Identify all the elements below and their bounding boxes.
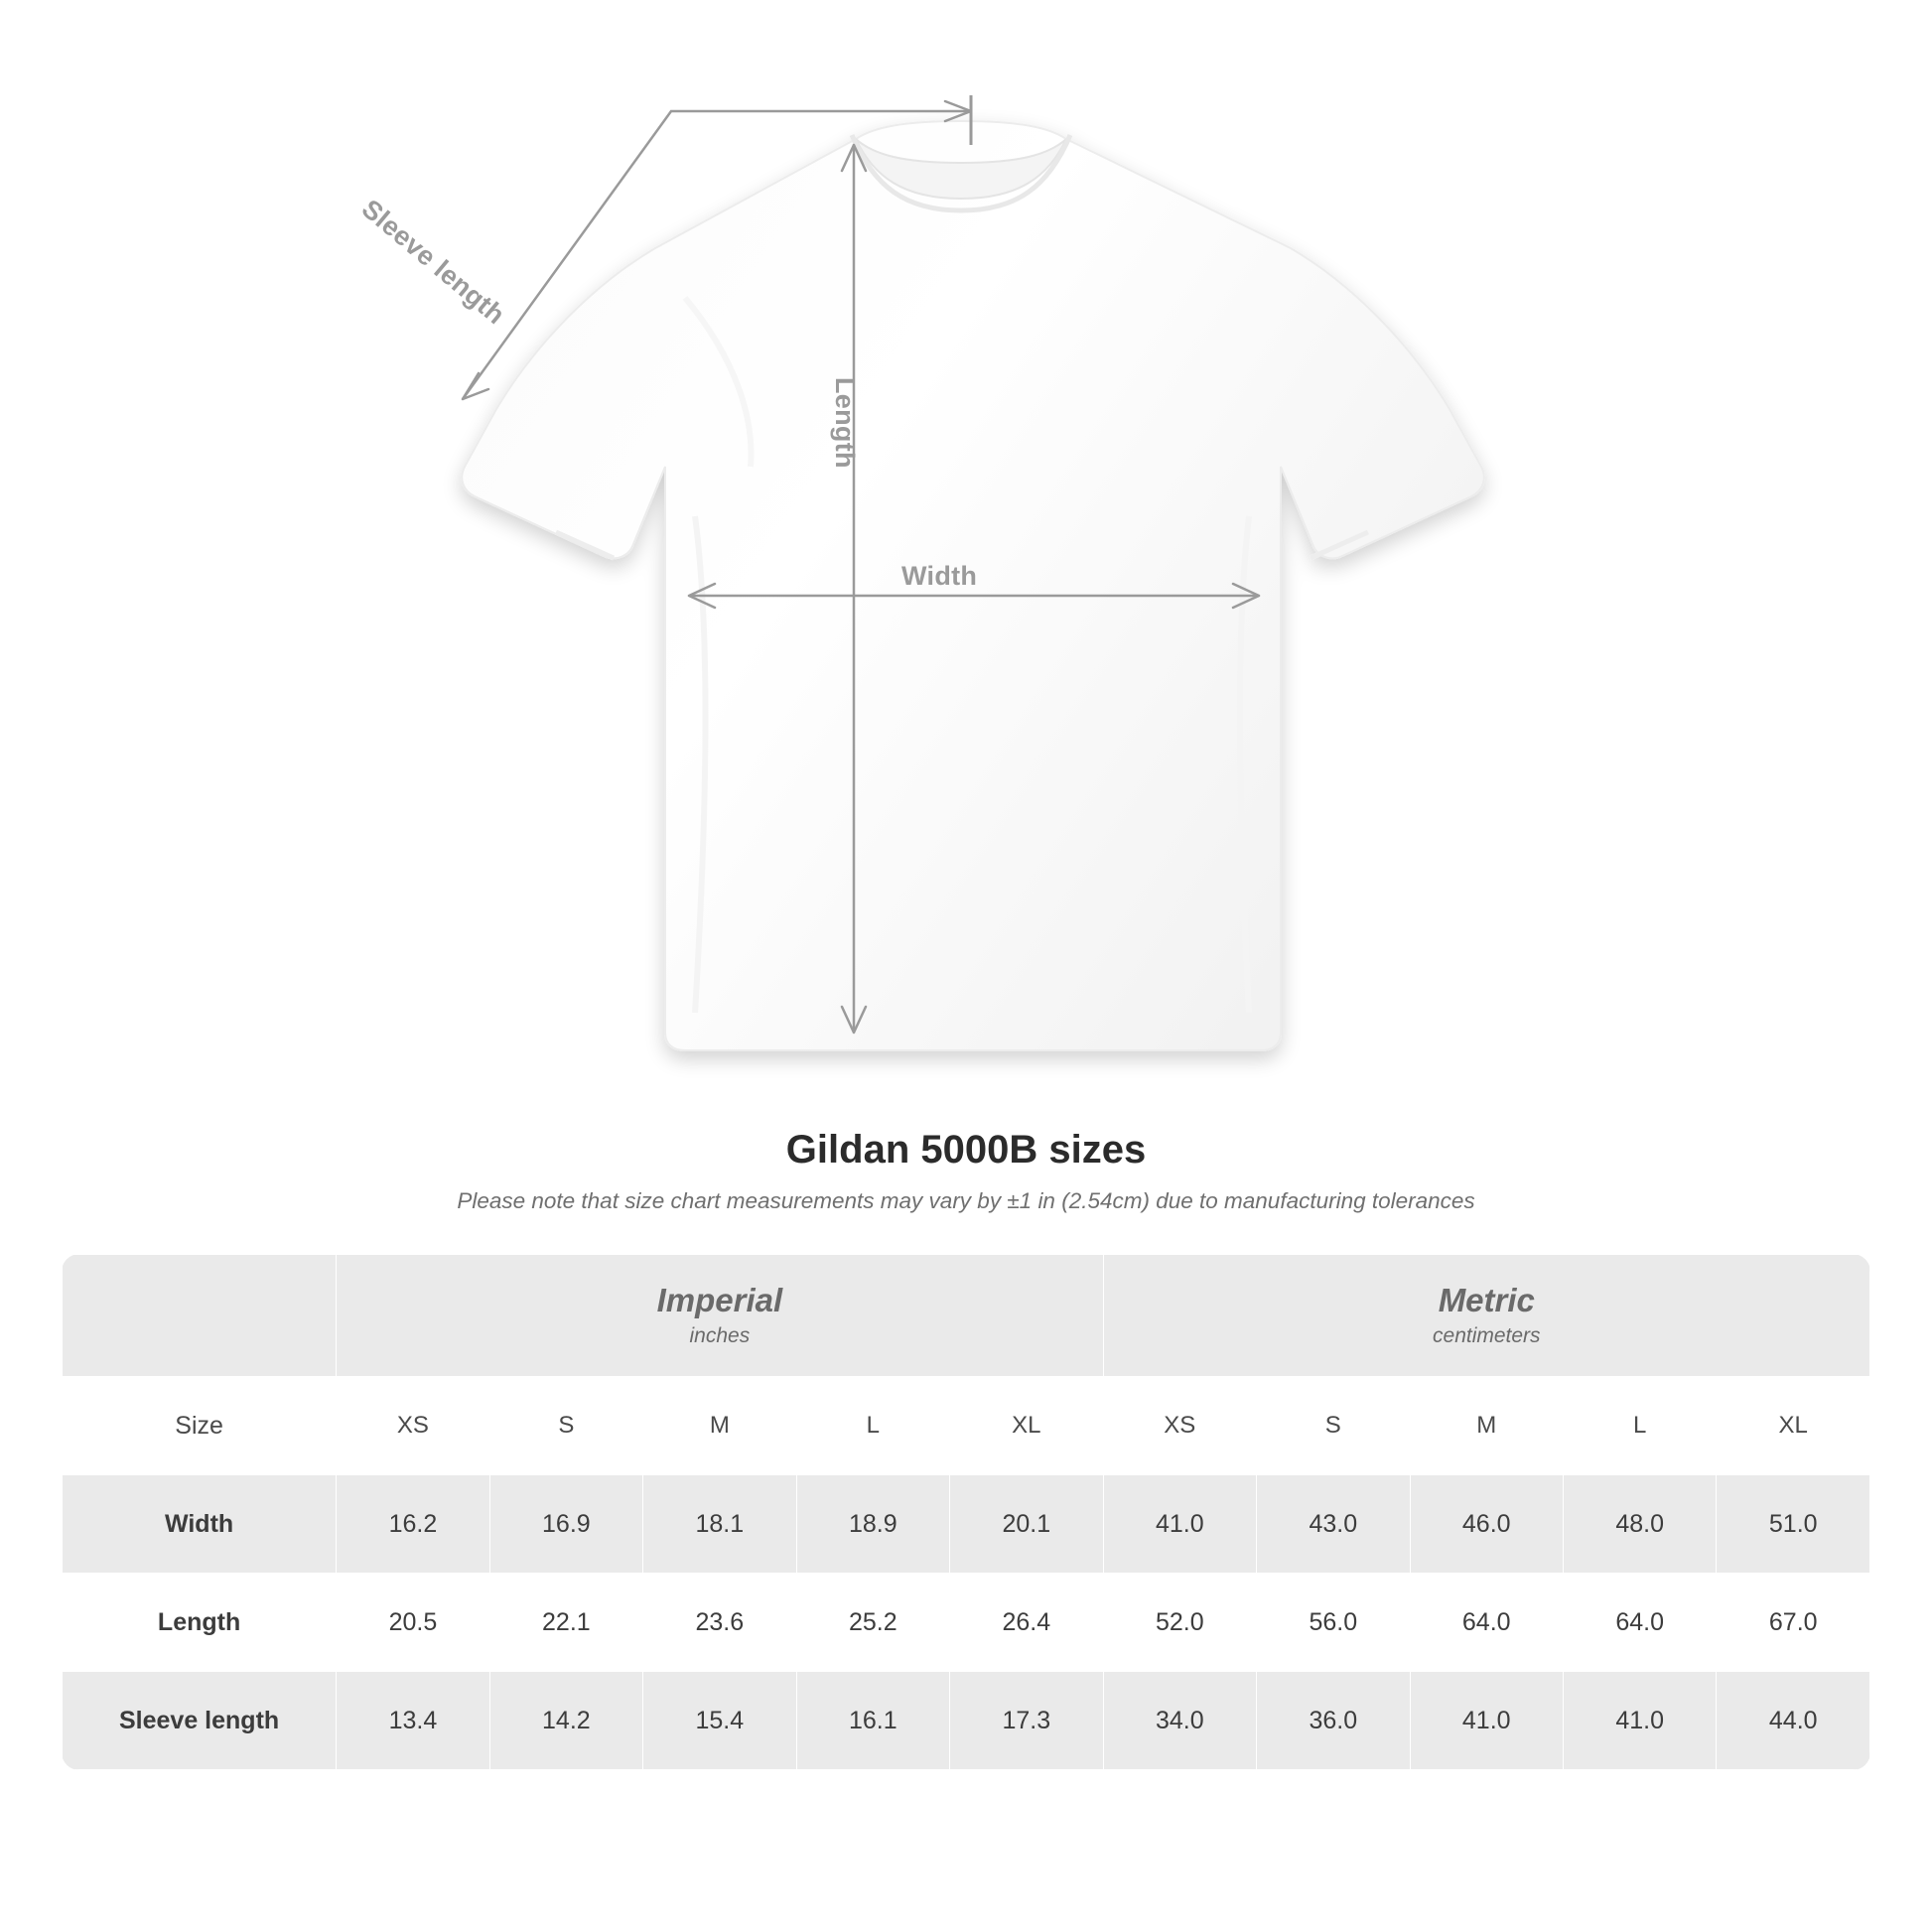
cell-length-metric-s: 56.0 xyxy=(1257,1574,1410,1672)
cell-length-imperial-s: 22.1 xyxy=(489,1574,642,1672)
table-row xyxy=(63,1574,1870,1672)
cell-width-imperial-l: 18.9 xyxy=(796,1475,949,1574)
cell-sleeve-imperial-xl: 17.3 xyxy=(950,1672,1104,1770)
sleeve-length-label: Sleeve length xyxy=(355,194,511,331)
cell-length-imperial-m: 23.6 xyxy=(643,1574,796,1672)
cell-sleeve-imperial-m: 15.4 xyxy=(643,1672,796,1770)
header-imperial-xs: XS xyxy=(337,1377,489,1475)
row-label-width: Width xyxy=(63,1475,337,1574)
table-row xyxy=(63,1672,1870,1770)
cell-width-metric-xs: 41.0 xyxy=(1103,1475,1256,1574)
metric-title: Metric xyxy=(1438,1281,1535,1318)
cell-width-imperial-s: 16.9 xyxy=(489,1475,642,1574)
imperial-unit: inches xyxy=(689,1324,751,1348)
row-label-length: Length xyxy=(63,1574,337,1672)
header-metric-xl: XL xyxy=(1717,1377,1870,1475)
header-imperial-l: L xyxy=(796,1377,949,1475)
header-metric-l: L xyxy=(1563,1377,1716,1475)
cell-length-metric-xl: 67.0 xyxy=(1717,1574,1870,1672)
cell-sleeve-imperial-s: 14.2 xyxy=(489,1672,642,1770)
page-title: Gildan 5000B sizes xyxy=(785,1128,1147,1172)
cell-sleeve-imperial-xs: 13.4 xyxy=(337,1672,489,1770)
tolerance-note: Please note that size chart measurements may vary by ±1 in (2.54cm) due to manufacturing tolerances xyxy=(457,1188,1475,1213)
cell-sleeve-metric-s: 36.0 xyxy=(1257,1672,1410,1770)
cell-sleeve-metric-xs: 34.0 xyxy=(1103,1672,1256,1770)
length-label: Length xyxy=(830,377,860,469)
width-label: Width xyxy=(901,561,978,591)
unit-header-row xyxy=(63,1255,1870,1377)
header-metric-m: M xyxy=(1410,1377,1563,1475)
header-metric-s: S xyxy=(1257,1377,1410,1475)
size-table xyxy=(62,1254,1870,1770)
cell-sleeve-metric-l: 41.0 xyxy=(1563,1672,1716,1770)
header-metric-xs: XS xyxy=(1103,1377,1256,1475)
header-size: Size xyxy=(63,1377,337,1475)
cell-width-metric-s: 43.0 xyxy=(1257,1475,1410,1574)
column-header-row xyxy=(63,1377,1870,1475)
unit-header-spacer xyxy=(63,1255,337,1377)
imperial-title: Imperial xyxy=(656,1281,783,1318)
header-imperial-m: M xyxy=(643,1377,796,1475)
cell-width-imperial-xs: 16.2 xyxy=(337,1475,489,1574)
title-block xyxy=(0,1128,1932,1214)
imperial-group-header xyxy=(337,1255,1103,1377)
cell-sleeve-imperial-l: 16.1 xyxy=(796,1672,949,1770)
cell-width-imperial-m: 18.1 xyxy=(643,1475,796,1574)
header-imperial-s: S xyxy=(489,1377,642,1475)
header-imperial-xl: XL xyxy=(950,1377,1104,1475)
size-table-container xyxy=(62,1254,1870,1770)
cell-width-metric-m: 46.0 xyxy=(1410,1475,1563,1574)
table-row xyxy=(63,1475,1870,1574)
cell-length-imperial-xl: 26.4 xyxy=(950,1574,1104,1672)
cell-width-metric-xl: 51.0 xyxy=(1717,1475,1870,1574)
cell-sleeve-metric-m: 41.0 xyxy=(1410,1672,1563,1770)
metric-unit: centimeters xyxy=(1433,1324,1541,1348)
cell-length-metric-l: 64.0 xyxy=(1563,1574,1716,1672)
cell-length-imperial-l: 25.2 xyxy=(796,1574,949,1672)
cell-width-metric-l: 48.0 xyxy=(1563,1475,1716,1574)
cell-length-imperial-xs: 20.5 xyxy=(337,1574,489,1672)
metric-group-header xyxy=(1103,1255,1869,1377)
cell-length-metric-m: 64.0 xyxy=(1410,1574,1563,1672)
cell-width-imperial-xl: 20.1 xyxy=(950,1475,1104,1574)
cell-length-metric-xs: 52.0 xyxy=(1103,1574,1256,1672)
row-label-sleeve-length: Sleeve length xyxy=(63,1672,337,1770)
cell-sleeve-metric-xl: 44.0 xyxy=(1717,1672,1870,1770)
